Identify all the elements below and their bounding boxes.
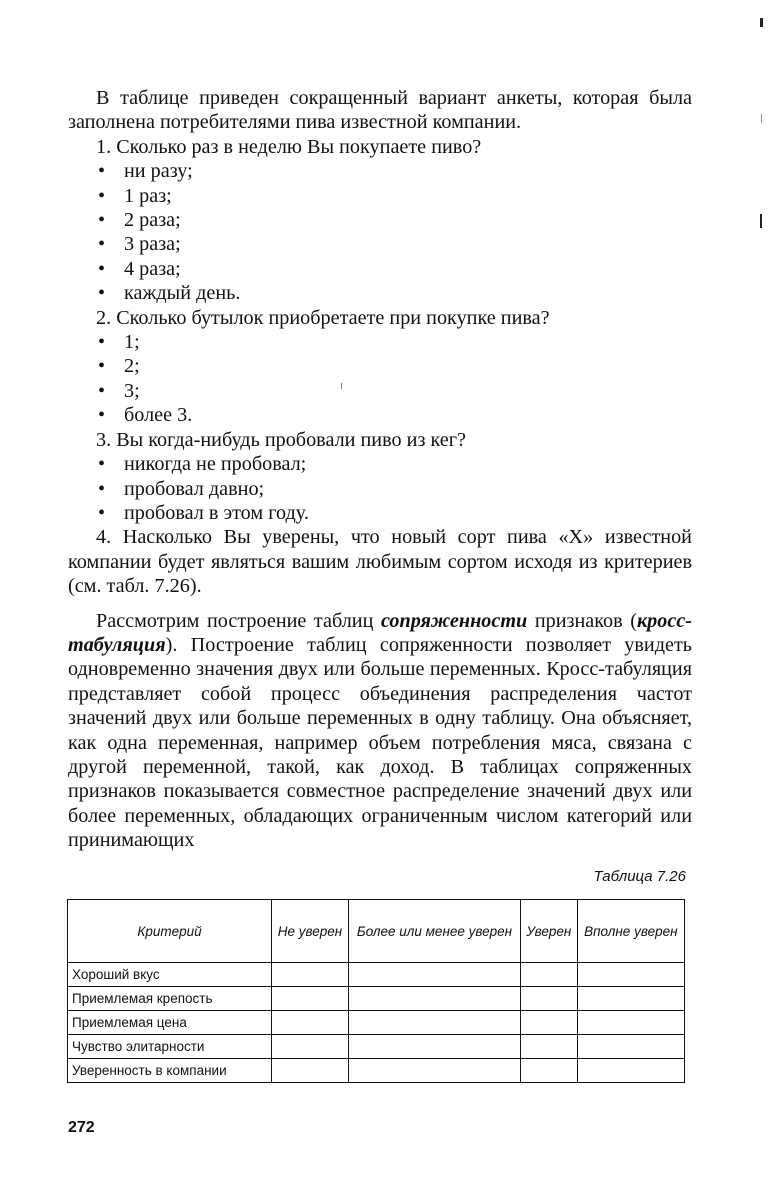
question-2: 2. Сколько бутылок приобретаете при покупке пива? [96,306,550,329]
column-header: Критерий [68,900,272,963]
table-row [68,1035,685,1059]
column-header: Более или менее уверен [348,900,520,963]
criteria-table [67,899,685,1083]
table-cell [272,1011,349,1035]
table-cell [348,1035,520,1059]
column-header: Уверен [521,900,578,963]
page-number: 272 [68,1119,95,1136]
table-row [68,1011,685,1035]
list-item: • 1 раз; [68,184,692,208]
table-cell [272,1059,349,1083]
row-label: Приемлемая цена [68,1011,272,1035]
table-cell [348,963,520,987]
question-3: 3. Вы когда-нибудь пробовали пиво из кег? [96,428,466,451]
table-caption: Таблица 7.26 [593,868,686,885]
table-header-row [68,900,685,963]
list-item: • 2; [68,354,692,378]
table-cell [521,1059,578,1083]
question-4: 4. Насколько Вы уверены, что новый сорт пива «Х» известной компании будет являться вашим любимым сортом исходя из критериев (см. табл. 7.26). [68,526,692,598]
list-item: • никогда не пробовал; [68,452,692,476]
page-body-text [68,86,692,853]
scan-artifact [761,114,762,123]
table-cell [577,1059,684,1083]
intro-paragraph: В таблице приведен сокращенный вариант анкеты, которая была заполнена потребителями пива известной компании. [68,87,692,134]
table-cell [577,1011,684,1035]
table-row [68,1059,685,1083]
list-item: • пробовал давно; [68,477,692,501]
table-cell [577,1035,684,1059]
list-item: • ни разу; [68,159,692,183]
list-item: • каждый день. [68,281,692,305]
table-row [68,987,685,1011]
table-cell [577,987,684,1011]
scan-artifact [760,214,762,228]
table-row [68,963,685,987]
row-label: Уверенность в компании [68,1059,272,1083]
row-label: Хороший вкус [68,963,272,987]
scan-artifact [341,383,342,389]
column-header: Не уверен [272,900,349,963]
row-label: Чувство элитарности [68,1035,272,1059]
scan-artifact [760,18,763,27]
list-item: • 1; [68,330,692,354]
cross-tabulation-paragraph: Рассмотрим построение таблиц сопряженности признаков (кросс-табуляция). Построение таблиц сопряженности позволяет увидеть одновременно значения двух или больше переменных. Кросс-табуляция представляет собой процесс объединения распределения частот значений двух или больше переменных в одну таблицу. Она объясняет, как одна переменная, например объем потребления мяса, связана с другой переменной, такой, как доход. В таблицах сопряженных признаков показывается совместное распределение значений двух или более переменных, обладающих ограниченным числом категорий или принимающих [68,609,692,852]
question-1: 1. Сколько раз в неделю Вы покупаете пиво? [96,135,482,158]
table-cell [348,1059,520,1083]
list-item: • более 3. [68,403,692,427]
table-cell [272,1035,349,1059]
table-cell [577,963,684,987]
table-cell [521,1035,578,1059]
list-item: • 3; [68,379,692,403]
table-cell [521,987,578,1011]
column-header: Вполне уверен [577,900,684,963]
table-cell [272,963,349,987]
list-item: • пробовал в этом году. [68,501,692,525]
table-cell [348,987,520,1011]
list-item: • 4 раза; [68,257,692,281]
row-label: Приемлемая крепость [68,987,272,1011]
table-cell [521,963,578,987]
table-cell [348,1011,520,1035]
list-item: • 3 раза; [68,232,692,256]
table-cell [521,1011,578,1035]
table-cell [272,987,349,1011]
list-item: • 2 раза; [68,208,692,232]
